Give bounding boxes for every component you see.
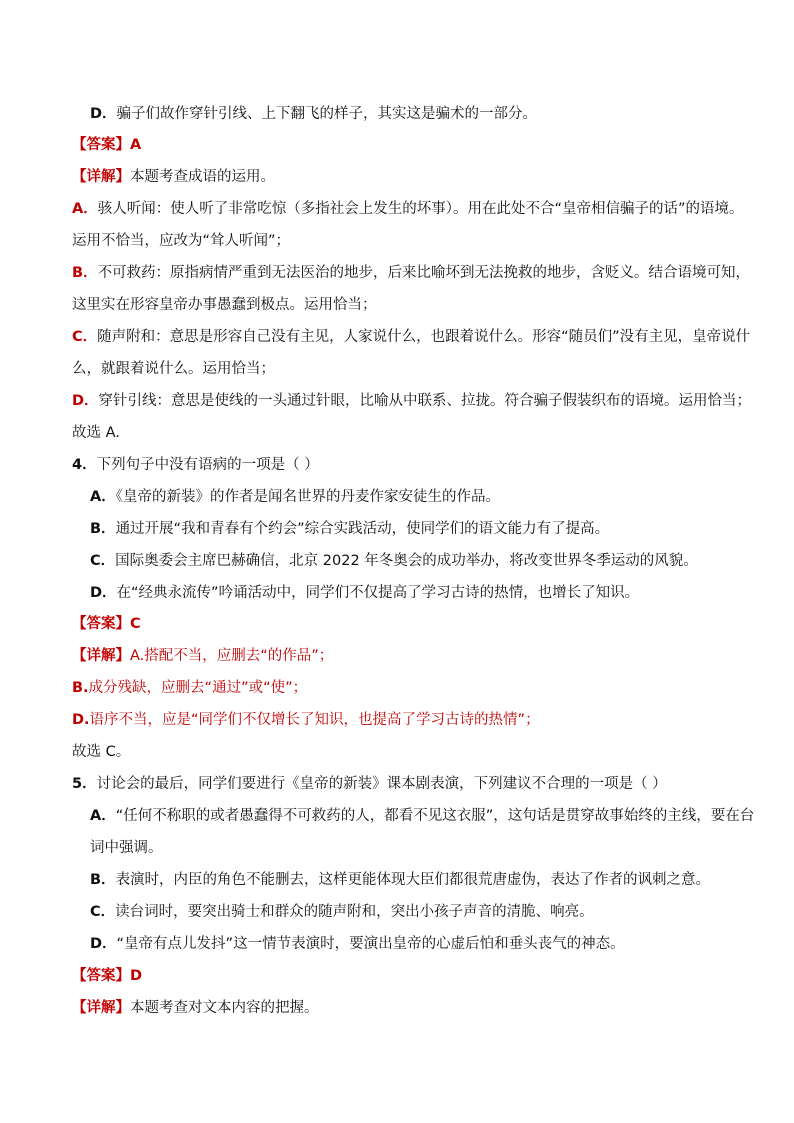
explanation-line	[72, 167, 732, 187]
item-label: C．	[72, 329, 98, 345]
option-label: C．	[90, 553, 116, 569]
question-number: 5．	[72, 776, 97, 792]
explanation-b-cont	[72, 295, 732, 315]
option-label: D．	[90, 585, 117, 601]
answer-label: 【答案】	[72, 137, 130, 153]
question-number: 4．	[72, 457, 97, 473]
option-label: A．	[90, 489, 116, 505]
q4-option-d	[90, 583, 750, 603]
item-text: 成分残缺，应删去“通过”或“使”；	[88, 680, 308, 696]
option-text: “任何不称职的或者愚蠢得不可救药的人，都看不见这衣服”，这句话是贯穿故事始终的主线，要在台	[115, 808, 755, 824]
q4-option-c	[90, 551, 750, 571]
conclusion-text: 故选 C。	[72, 744, 131, 760]
explanation-text: 本题考查对文本内容的把握。	[130, 1000, 319, 1016]
option-label: D．	[90, 936, 117, 952]
item-text: 随声附和：意思是形容自己没有主见，人家说什么，也跟着说什么。形容“随员们”没有主见，皇帝说什	[97, 329, 751, 345]
q5-option-c	[90, 902, 750, 922]
answer-value: C	[130, 616, 141, 632]
q4-conclusion	[72, 742, 732, 762]
item-text: 不可救药：原指病情严重到无法医治的地步，后来比喻坏到无法挽救的地步，含贬义。结合语境可知，	[97, 265, 751, 281]
option-label: B．	[90, 872, 116, 888]
explanation-a-line	[72, 199, 744, 219]
explanation-d-line	[72, 391, 752, 411]
q5-option-d	[90, 934, 750, 954]
question-5	[72, 774, 732, 794]
item-label: D.	[72, 712, 90, 728]
q4-answer	[72, 614, 732, 634]
question-text: 讨论会的最后，同学们要进行《皇帝的新装》课本剧表演，下列建议不合理的一项是（ ）	[96, 776, 667, 792]
option-label: A．	[90, 808, 116, 824]
option-label: B．	[90, 521, 116, 537]
option-label: C．	[90, 904, 116, 920]
option-label: D．	[90, 106, 117, 122]
explanation-label: 【详解】	[72, 169, 130, 185]
option-text: 通过开展“我和青春有个约会”综合实践活动，使同学们的语文能力有了提高。	[115, 521, 610, 537]
explanation-text: A.搭配不当，应删去“的作品”；	[130, 648, 334, 664]
q5-option-a	[90, 806, 755, 826]
question-4	[72, 455, 732, 475]
item-text: 这里实在形容皇帝办事愚蠢到极点。运用恰当；	[72, 297, 377, 313]
conclusion-text: 故选 A.	[72, 425, 120, 441]
explanation-label: 【详解】	[72, 648, 130, 664]
option-text: 词中强调。	[90, 840, 163, 856]
q4-explanation-d	[72, 710, 732, 730]
conclusion-line	[72, 423, 732, 443]
q4-explanation	[72, 646, 732, 666]
answer-value: A	[130, 137, 142, 153]
answer-label: 【答案】	[72, 968, 130, 984]
q4-option-b	[90, 519, 750, 539]
option-text: 在“经典永流传”吟诵活动中，同学们不仅提高了学习古诗的热情，也增长了知识。	[116, 585, 640, 601]
option-d-line	[90, 104, 750, 124]
item-text: 运用不恰当，应改为“耸人听闻”；	[72, 233, 291, 249]
q5-option-b	[90, 870, 750, 890]
q5-option-a-cont	[90, 838, 750, 858]
q4-explanation-b	[72, 678, 732, 698]
explanation-c-cont	[72, 359, 732, 379]
explanation-a-cont	[72, 231, 732, 251]
item-text: 语序不当，应是“同学们不仅增长了知识，也提高了学习古诗的热情”；	[89, 712, 540, 728]
option-text: 表演时，内臣的角色不能删去，这样更能体现大臣们都很荒唐虚伪，表达了作者的讽刺之意。	[115, 872, 711, 888]
question-text: 下列句子中没有语病的一项是（ ）	[96, 457, 319, 473]
option-text: 骗子们故作穿针引线、上下翻飞的样子，其实这是骗术的一部分。	[116, 106, 538, 122]
item-label: B.	[72, 680, 89, 696]
option-text: 读台词时，要突出骑士和群众的随声附和，突出小孩子声音的清脆、响亮。	[115, 904, 594, 920]
item-label: A．	[72, 201, 98, 217]
q5-answer	[72, 966, 732, 986]
item-text: 骇人听闻：使人听了非常吃惊（多指社会上发生的坏事）。用在此处不合“皇帝相信骗子的话”的语境。	[97, 201, 744, 217]
explanation-c-line	[72, 327, 751, 347]
item-label: D．	[72, 393, 99, 409]
explanation-label: 【详解】	[72, 1000, 130, 1016]
q4-option-a	[90, 487, 750, 507]
explanation-text: 本题考查成语的运用。	[130, 169, 275, 185]
q5-explanation	[72, 998, 732, 1018]
item-text: 么，就跟着说什么。运用恰当；	[72, 361, 275, 377]
answer-value: D	[130, 968, 143, 984]
option-text: “皇帝有点儿发抖”这一情节表演时，要演出皇帝的心虚后怕和垂头丧气的神态。	[116, 936, 625, 952]
answer-label: 【答案】	[72, 616, 130, 632]
option-text: 国际奥委会主席巴赫确信，北京 2022 年冬奥会的成功举办，将改变世界冬季运动的风貌。	[115, 553, 698, 569]
answer-line	[72, 135, 732, 155]
item-label: B．	[72, 265, 98, 281]
option-text: 《皇帝的新装》的作者是闻名世界的丹麦作家安徒生的作品。	[115, 489, 500, 505]
item-text: 穿针引线：意思是使线的一头通过针眼，比喻从中联系、拉拢。符合骗子假装织布的语境。运用恰当；	[98, 393, 752, 409]
explanation-b-line	[72, 263, 751, 283]
